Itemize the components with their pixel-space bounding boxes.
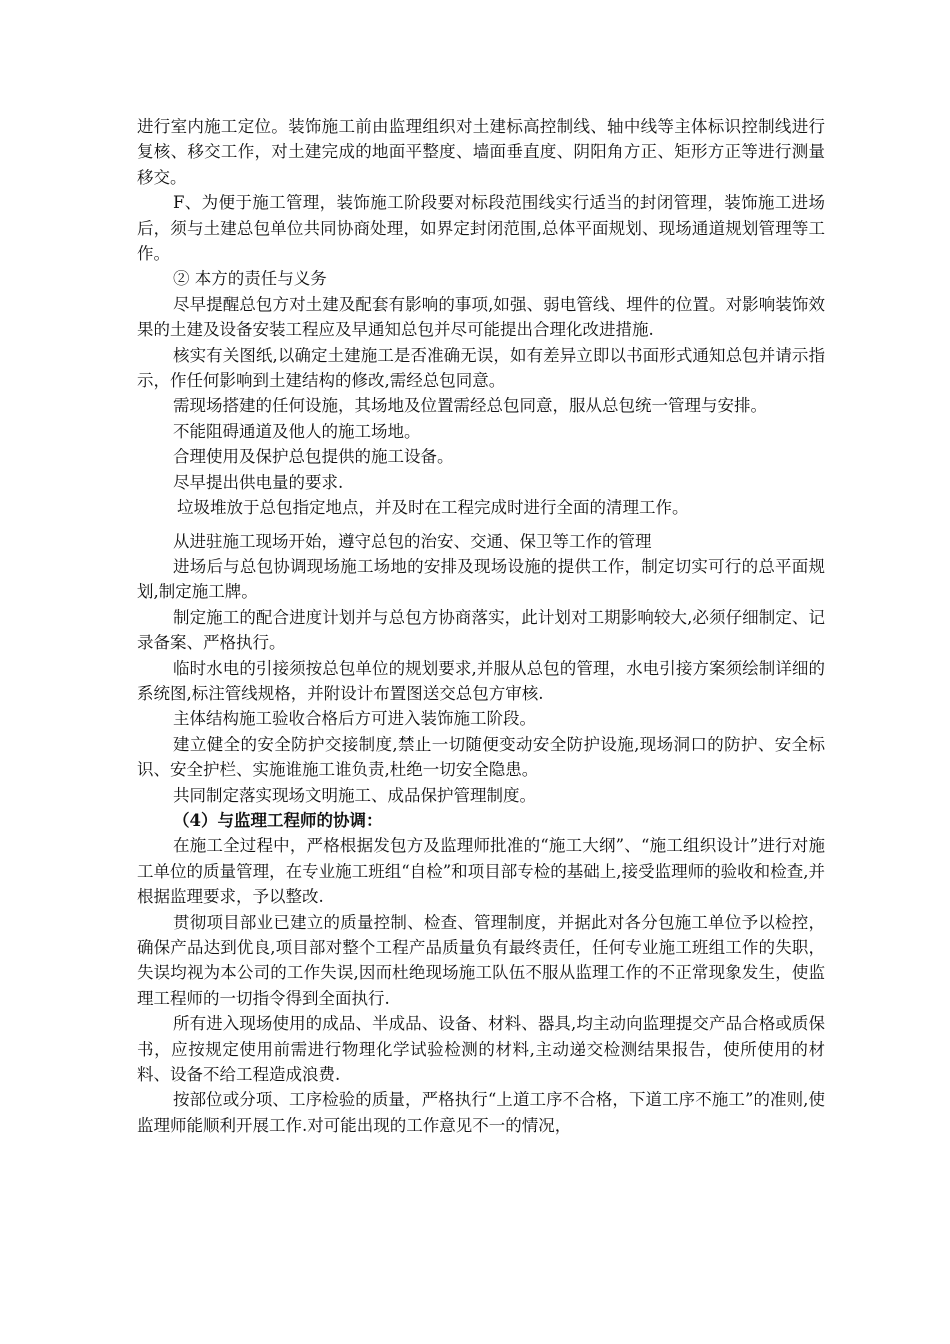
body-paragraph: 临时水电的引接须按总包单位的规划要求,并服从总包的管理，水电引接方案须绘制详细的系统图,标注管线规格，并附设计布置图送交总包方审核. <box>137 658 825 703</box>
body-paragraph: 制定施工的配合进度计划并与总包方协商落实，此计划对工期影响较大,必须仔细制定、记录备案、严格执行。 <box>137 607 825 653</box>
body-paragraph: 需现场搭建的任何设施，其场地及位置需经总包同意，服从总包统一管理与安排。 <box>173 396 767 416</box>
body-paragraph: 贯彻项目部业已建立的质量控制、检查、管理制度，并据此对各分包施工单位予以检控，确保产品达到优良,项目部对整个工程产品质量负有最终责任，任何专业施工班组工作的失职，失误均视为本公司的工作失误,因而杜绝现场施工队伍不服从监理工作的不正常现象发生，使监理工程师的一切指令得到全面执行. <box>137 912 825 1008</box>
body-paragraph: 垃圾堆放于总包指定地点，并及时在工程完成时进行全面的清理工作。 <box>177 498 689 518</box>
body-paragraph: 进场后与总包协调现场施工场地的安排及现场设施的提供工作，制定切实可行的总平面规划,制定施工牌。 <box>137 556 825 602</box>
body-paragraph: 在施工全过程中，严格根据发包方及监理师批准的“施工大纲”、“施工组织设计”进行对施工单位的质量管理，在专业施工班组“自检”和项目部专检的基础上,接受监理师的验收和检查,并根据监理要求，予以整改. <box>137 836 825 907</box>
body-paragraph: 建立健全的安全防护交接制度,禁止一切随便变动安全防护设施,现场洞口的防护、安全标识、安全护栏、实施谁施工谁负责,杜绝一切安全隐患。 <box>137 734 825 780</box>
body-paragraph: 从进驻施工现场开始，遵守总包的治安、交通、保卫等工作的管理 <box>173 531 652 551</box>
body-paragraph: 所有进入现场使用的成品、半成品、设备、材料、器具,均主动向监理提交产品合格或质保书，应按规定使用前需进行物理化学试验检测的材料,主动递交检测结果报告，使所使用的材料、设备不给工程造成浪费. <box>137 1014 825 1085</box>
body-paragraph: 主体结构施工验收合格后方可进入装饰施工阶段。 <box>173 709 536 729</box>
body-paragraph: ② 本方的责任与义务 <box>173 269 327 289</box>
body-paragraph: 核实有关图纸,以确定土建施工是否准确无误，如有差异立即以书面形式通知总包并请示指示，作任何影响到土建结构的修改,需经总包同意。 <box>137 345 825 391</box>
document-body <box>137 114 825 1138</box>
body-paragraph: 尽早提醒总包方对土建及配套有影响的事项,如强、弱电管线、埋件的位置。对影响装饰效果的土建及设备安装工程应及早通知总包并尽可能提出合理化改进措施. <box>137 294 825 340</box>
body-paragraph: 不能阻碍通道及他人的施工场地。 <box>173 421 421 441</box>
section-heading: （4）与监理工程师的协调： <box>173 810 383 830</box>
body-paragraph: 共同制定落实现场文明施工、成品保护管理制度。 <box>173 785 536 805</box>
body-paragraph: 尽早提出供电量的要求. <box>173 472 344 492</box>
body-paragraph: F、为便于施工管理，装饰施工阶段要对标段范围线实行适当的封闭管理，装饰施工进场后，须与土建总包单位共同协商处理，如界定封闭范围,总体平面规划、现场通道规划管理等工作。 <box>137 193 825 264</box>
body-paragraph: 合理使用及保护总包提供的施工设备。 <box>173 447 454 467</box>
body-paragraph: 进行室内施工定位。装饰施工前由监理组织对土建标高控制线、轴中线等主体标识控制线进行复核、移交工作，对土建完成的地面平整度、墙面垂直度、阴阳角方正、矩形方正等进行测量移交。 <box>137 117 825 187</box>
body-paragraph: 按部位或分项、工序检验的质量，严格执行“上道工序不合格，下道工序不施工”的准则,使监理师能顺利开展工作.对可能出现的工作意见不一的情况， <box>137 1090 825 1135</box>
